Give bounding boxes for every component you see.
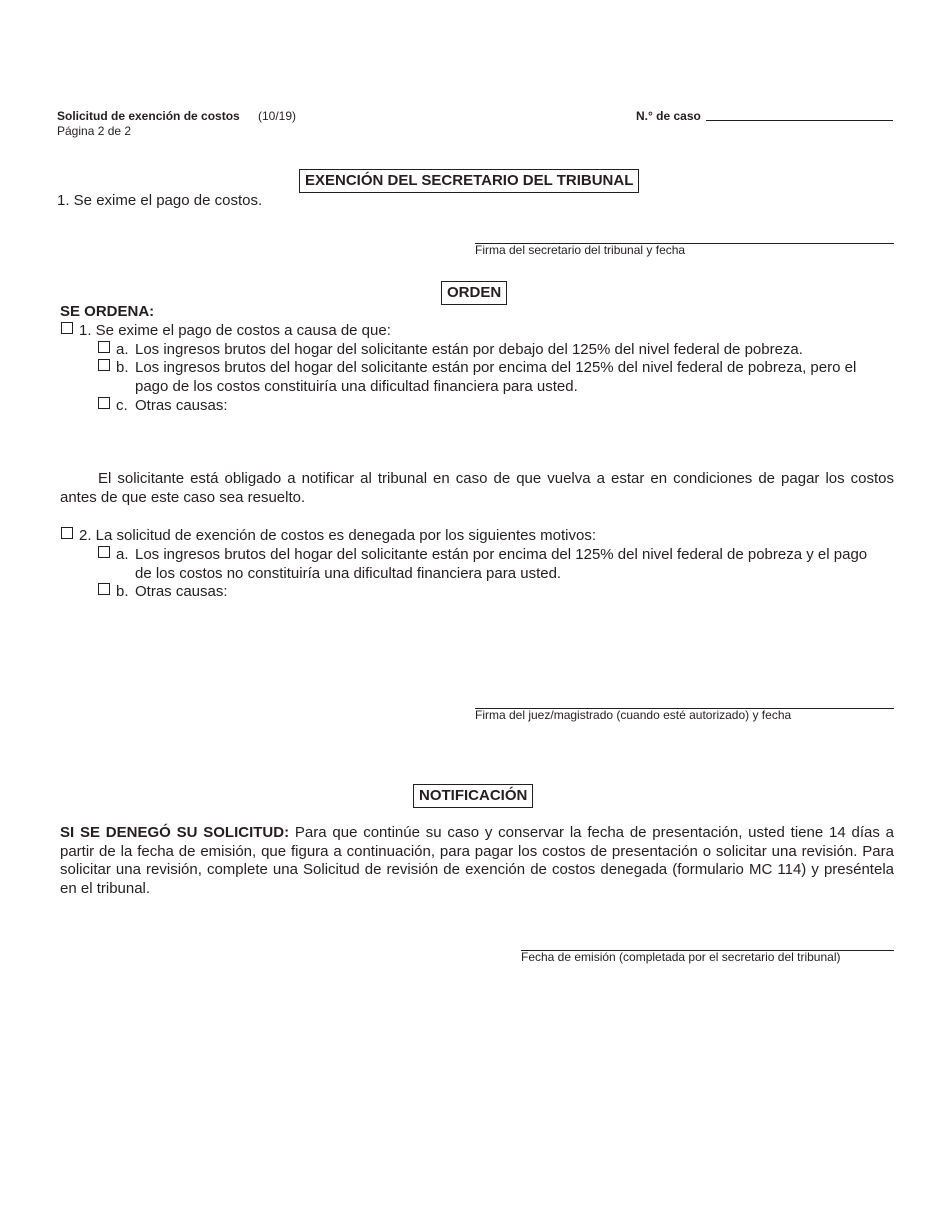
judge-signature-label: Firma del juez/magistrado (cuando esté autorizado) y fecha [475,708,792,722]
order-item-1b-text-line1: Los ingresos brutos del hogar del solicitante están por encima del 125% del nivel federal de pobreza, pero el [135,359,857,376]
order-item-2a-letter: a. [116,546,129,563]
order-item-2a-text-line1: Los ingresos brutos del hogar del solicitante están por encima del 125% del nivel federal de pobreza y el pago [135,546,868,563]
clerk-signature-label: Firma del secretario del tribunal y fecha [475,243,686,257]
order-item-1c-reason-field[interactable] [240,396,890,415]
order-item-1c-text: Otras causas: [135,397,228,414]
order-item-2b-checkbox[interactable] [98,583,110,595]
order-item-2b-reason-field[interactable] [240,582,890,601]
clerk-section-title: EXENCIÓN DEL SECRETARIO DEL TRIBUNAL [299,169,639,193]
order-item-1-label: 1. Se exime el pago de costos a causa de que: [79,322,391,339]
issue-date-label: Fecha de emisión (completada por el secretario del tribunal) [521,950,841,964]
form-title: Solicitud de exención de costos [57,109,240,123]
order-item-1b-text-line2: pago de los costos constituiría una dificultad financiera para usted. [135,378,578,395]
order-item-2a-text-line2: de los costos no constituiría una dificultad financiera para usted. [135,565,562,582]
case-number-label: N.° de caso [636,109,701,123]
notify-paragraph: El solicitante está obligado a notificar al tribunal en caso de que vuelva a estar en condiciones de pagar los costos antes de que este caso sea resuelto. [60,470,894,506]
notification-lead: SI SE DENEGÓ SU SOLICITUD: [60,824,290,841]
order-item-1b-checkbox[interactable] [98,359,110,371]
notification-section-title: NOTIFICACIÓN [413,784,533,808]
notification-body: Para que continúe su caso y conservar la fecha de presentación, usted tiene 14 días a partir de la fecha de emisión, que figura a continuación, para pagar los costos de presentación o solicitar una revisión. Para solicitar una revisión, complete una Solicitud de revisión de exención de costos denegada (formulario MC 114) y preséntela en el tribunal. [60,824,894,897]
order-item-2-checkbox[interactable] [61,527,73,539]
order-item-2a-checkbox[interactable] [98,546,110,558]
order-item-2b-letter: b. [116,583,129,600]
page-number: Página 2 de 2 [57,124,132,138]
order-section-title: ORDEN [441,281,507,305]
order-item-2-label: 2. La solicitud de exención de costos es denegada por los siguientes motivos: [79,527,596,544]
se-ordena-label: SE ORDENA: [60,303,155,320]
case-number-field[interactable] [706,120,893,121]
order-item-1c-checkbox[interactable] [98,397,110,409]
order-item-1a-text: Los ingresos brutos del hogar del solicitante están por debajo del 125% del nivel federal de pobreza. [135,341,803,358]
order-item-1b-letter: b. [116,359,129,376]
order-item-1-checkbox[interactable] [61,322,73,334]
notification-paragraph [60,824,894,898]
order-item-1a-letter: a. [116,341,129,358]
clerk-item-1: 1. Se exime el pago de costos. [57,192,263,209]
order-item-1c-letter: c. [116,397,128,414]
order-item-1a-checkbox[interactable] [98,341,110,353]
form-revision: (10/19) [258,109,297,123]
order-item-2b-text: Otras causas: [135,583,228,600]
